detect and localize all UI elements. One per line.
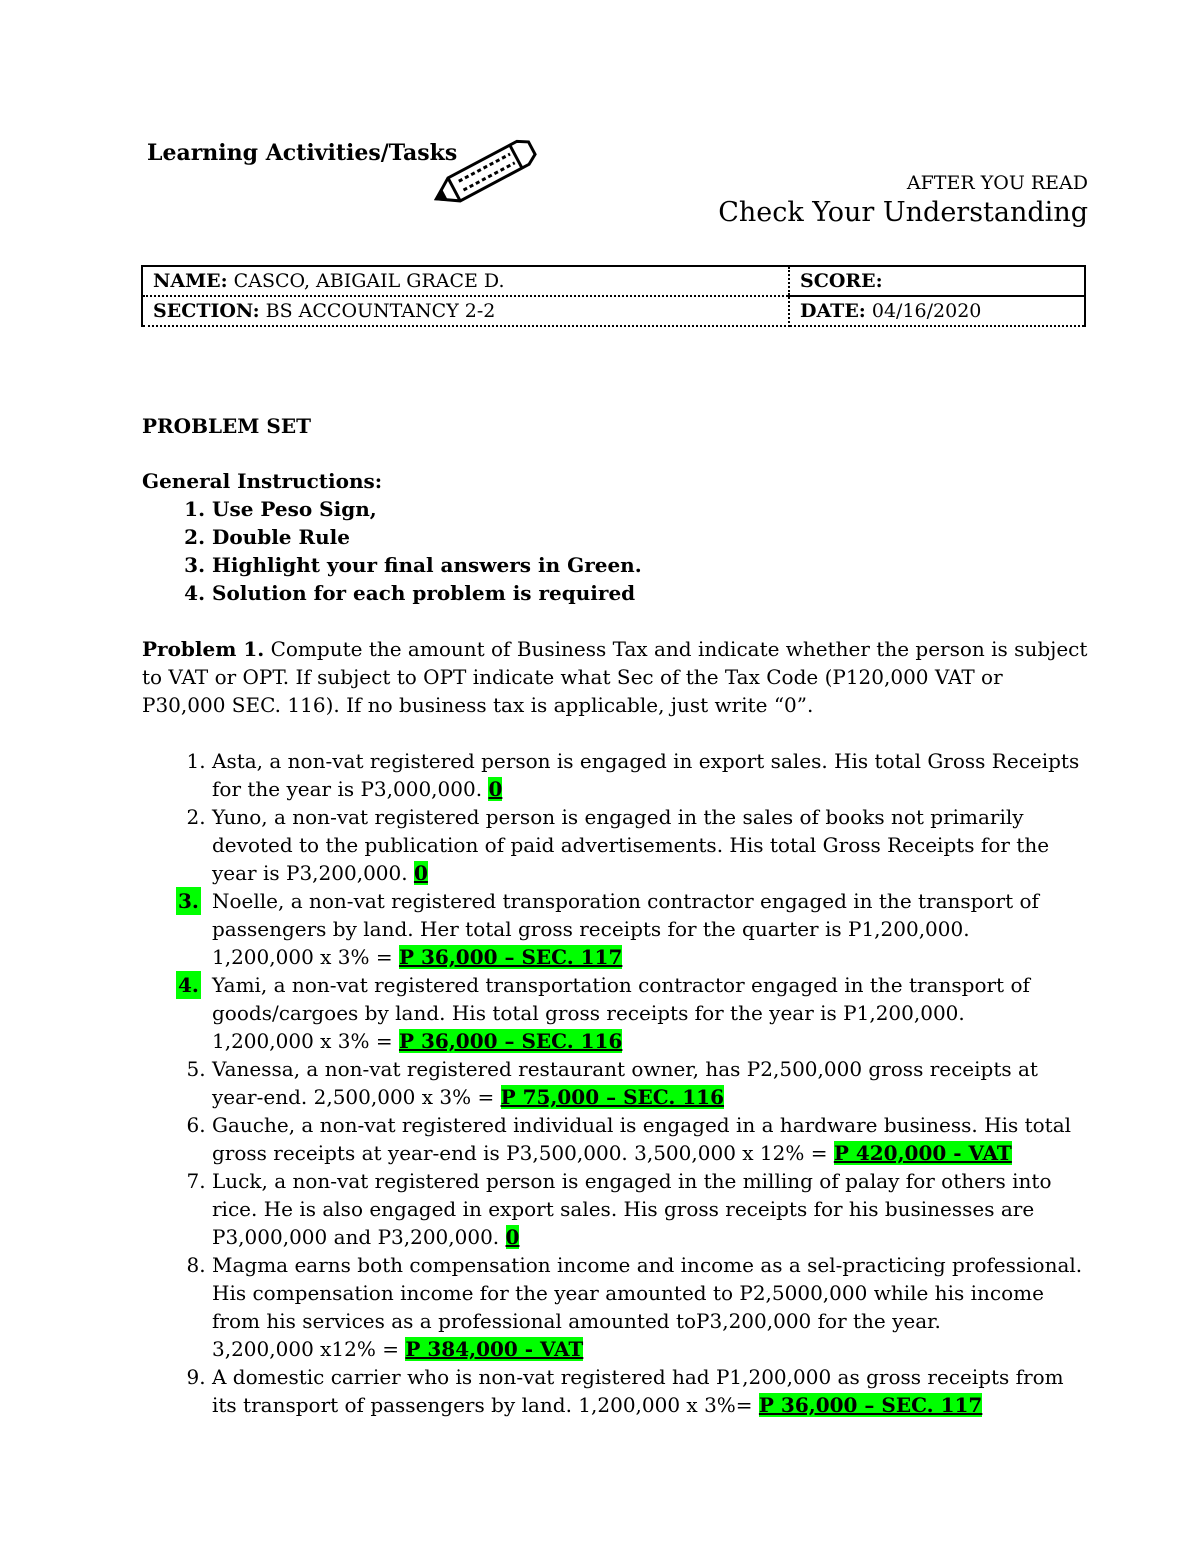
final-answer: P 36,000 – SEC. 117 [758, 1393, 983, 1417]
section-cell [142, 296, 789, 326]
name-cell [142, 266, 789, 296]
item-text: A domestic carrier who is non-vat registered had P1,200,000 as gross receipts from its transport of passengers by land. 1,200,000 x 3%= [212, 1365, 1064, 1417]
date-cell [789, 296, 1085, 326]
instructions-list [142, 495, 1092, 607]
item-calc: 1,200,000 x 3% = [212, 945, 399, 969]
item-calc: 1,200,000 x 3% = [212, 1029, 399, 1053]
name-value: CASCO, ABIGAIL GRACE D. [227, 270, 505, 292]
item-text: Luck, a non-vat registered person is engaged in the milling of palay for others into rice. He is also engaged in export sales. His gross receipts for his businesses are P3,000,000 and P3,200,000. [212, 1169, 1052, 1249]
pencil-icon [420, 132, 550, 214]
final-answer: P 36,000 – SEC. 116 [398, 1029, 623, 1053]
main-content [142, 412, 1092, 1419]
general-instructions-heading: General Instructions: [142, 469, 383, 493]
problem-1-text: Compute the amount of Business Tax and indicate whether the person is subject to VAT or OPT. If subject to OPT indicate what Sec of the Tax Code (P120,000 VAT or P30,000 SEC. 116). If no business tax is applicable, just write “0”. [142, 637, 1088, 717]
problem-item-1 [212, 747, 1092, 803]
problem-1-label: Problem 1. [142, 637, 265, 661]
item-text: Yuno, a non-vat registered person is engaged in the sales of books not primarily devoted to the publication of paid advertisements. His total Gross Receipts for the year is P3,200,000. [212, 805, 1050, 885]
item-text: Noelle, a non-vat registered transporation contractor engaged in the transport of passengers by land. Her total gross receipts for the quarter is P1,200,000. [212, 889, 1039, 941]
section-value: BS ACCOUNTANCY 2-2 [259, 300, 496, 322]
list-item: 3. Highlight your final answers in Green. [212, 551, 1092, 579]
item-number: 4. [178, 973, 199, 997]
item-calc: 3,200,000 x12% = [212, 1337, 406, 1361]
list-item: 2. Double Rule [212, 523, 1092, 551]
problem-1-statement [142, 635, 1092, 719]
name-label: NAME: [153, 270, 228, 292]
section-label: SECTION: [153, 300, 260, 322]
score-label: SCORE: [800, 270, 883, 292]
student-info-table [141, 265, 1086, 327]
final-answer: P 36,000 – SEC. 117 [398, 945, 623, 969]
final-answer: P 384,000 - VAT [405, 1337, 584, 1361]
item-text: Gauche, a non-vat registered individual is engaged in a hardware business. His total gross receipts at year-end is P3,500,000. 3,500,000 x 12% = [212, 1113, 1072, 1165]
page-heading: Learning Activities/Tasks [147, 140, 458, 166]
problem-item-8 [212, 1251, 1092, 1363]
problem-item-2 [212, 803, 1092, 887]
problem-item-7 [212, 1167, 1092, 1251]
final-answer: 0 [413, 861, 428, 885]
item-text: Yami, a non-vat registered transportation contractor engaged in the transport of goods/cargoes by land. His total gross receipts for the year is P1,200,000. [212, 973, 1030, 1025]
list-item: 4. Solution for each problem is required [212, 579, 1092, 607]
final-answer: P 420,000 - VAT [833, 1141, 1012, 1165]
date-value: 04/16/2020 [865, 300, 982, 322]
problem-set-heading: PROBLEM SET [142, 414, 311, 438]
final-answer: P 75,000 – SEC. 116 [500, 1085, 724, 1109]
problem-item-5 [212, 1055, 1092, 1111]
problem-item-3 [178, 887, 1092, 971]
section-title: Check Your Understanding [718, 197, 1088, 228]
date-label: DATE: [800, 300, 866, 322]
after-you-read-label: AFTER YOU READ [906, 172, 1088, 194]
problem-item-9 [212, 1363, 1092, 1419]
final-answer: 0 [488, 777, 503, 801]
score-cell [789, 266, 1085, 296]
item-text: Asta, a non-vat registered person is engaged in export sales. His total Gross Receipts for the year is P3,000,000. [212, 749, 1080, 801]
list-item: 1. Use Peso Sign, [212, 495, 1092, 523]
item-text: Magma earns both compensation income and income as a sel-practicing professional. His compensation income for the year amounted to P2,5000,000 while his income from his services as a professional amounted toP3,200,000 for the year. [212, 1253, 1083, 1333]
problem-items [142, 747, 1092, 1419]
final-answer: 0 [505, 1225, 520, 1249]
item-number: 3. [178, 889, 199, 913]
problem-item-6 [212, 1111, 1092, 1167]
problem-item-4 [178, 971, 1092, 1055]
item-text: Vanessa, a non-vat registered restaurant owner, has P2,500,000 gross receipts at year-end. 2,500,000 x 3% = [212, 1057, 1038, 1109]
